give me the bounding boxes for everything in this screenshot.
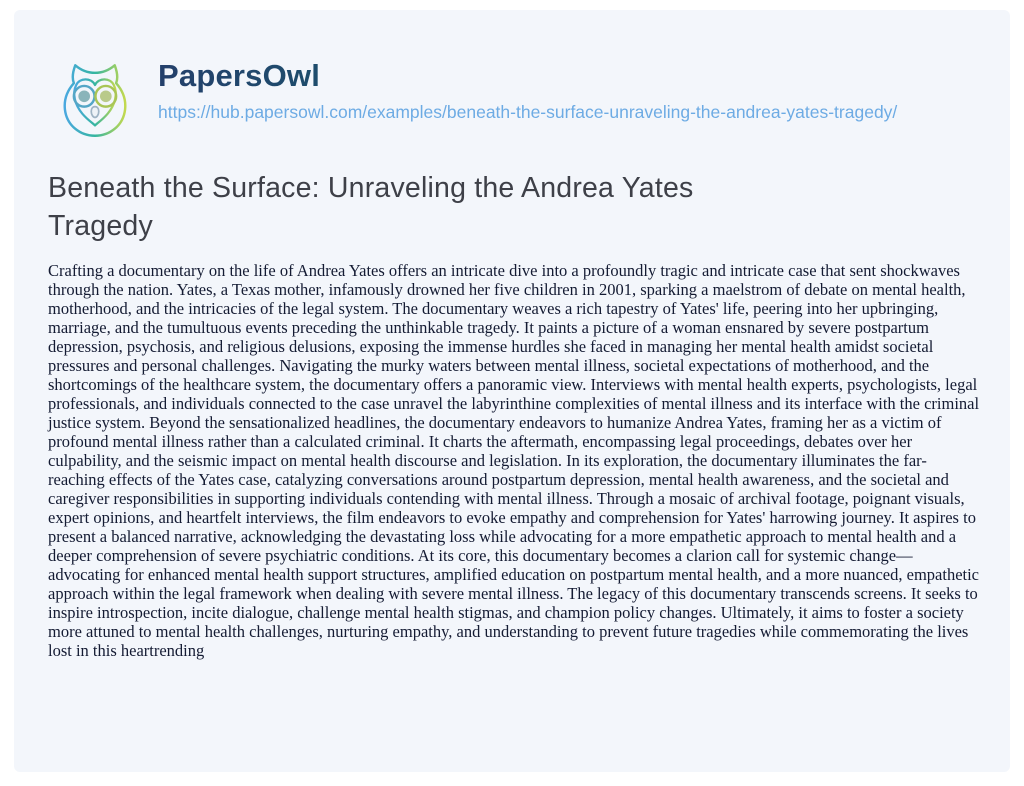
article-page-card (14, 10, 1010, 772)
owl-logo-icon (48, 54, 142, 148)
site-header (48, 56, 976, 148)
article-source-link[interactable]: https://hub.papersowl.com/examples/beneath-the-surface-unraveling-the-andrea-yates-tragedy/ (158, 102, 898, 122)
brand-wordmark: PapersOwl (158, 58, 897, 94)
article-title: Beneath the Surface: Unraveling the Andrea Yates Tragedy (48, 172, 694, 242)
article-body-text: Crafting a documentary on the life of Andrea Yates offers an intricate dive into a profoundly tragic and intricate case that sent shockwaves through the nation. Yates, a Texas mother, infamously drowned her five children in 2001, sparking a maelstrom of debate on mental health, motherhood, and the intricacies of the legal system. The documentary weaves a rich tapestry of Yates' life, peering into her upbringing, marriage, and the tumultuous events preceding the unthinkable tragedy. It paints a picture of a woman ensnared by severe postpartum depression, psychosis, and religious delusions, exposing the immense hurdles she faced in managing her mental health amidst societal pressures and personal challenges. Navigating the murky waters between mental illness, societal expectations of motherhood, and the shortcomings of the healthcare system, the documentary offers a panoramic view. Interviews with mental health experts, psychologists, legal professionals, and individuals connected to the case unravel the labyrinthine complexities of mental illness and its interface with the criminal justice system. Beyond the sensationalized headlines, the documentary endeavors to humanize Andrea Yates, framing her as a victim of profound mental illness rather than a calculated criminal. It charts the aftermath, encompassing legal proceedings, debates over her culpability, and the seismic impact on mental health discourse and legislation. In its exploration, the documentary illuminates the far-reaching effects of the Yates case, catalyzing conversations around postpartum depression, mental health awareness, and the societal and caregiver responsibilities in supporting individuals contending with mental illness. Through a mosaic of archival footage, poignant visuals, expert opinions, and heartfelt interviews, the film endeavors to evoke empathy and comprehension for Yates' harrowing journey. It aspires to present a balanced narrative, acknowledging the devastating loss while advocating for a more empathetic approach to mental health and a deeper comprehension of severe psychiatric conditions. At its core, this documentary becomes a clarion call for systemic change—advocating for enhanced mental health support structures, amplified education on postpartum mental health, and a more nuanced, empathetic approach within the legal framework when dealing with severe mental illness. The legacy of this documentary transcends screens. It seeks to inspire introspection, incite dialogue, challenge mental health stigmas, and champion policy changes. Ultimately, it aims to foster a society more attuned to mental health challenges, nurturing empathy, and understanding to prevent future tragedies while commemorating the lives lost in this heartrending (48, 261, 980, 660)
brand-block (158, 56, 897, 125)
